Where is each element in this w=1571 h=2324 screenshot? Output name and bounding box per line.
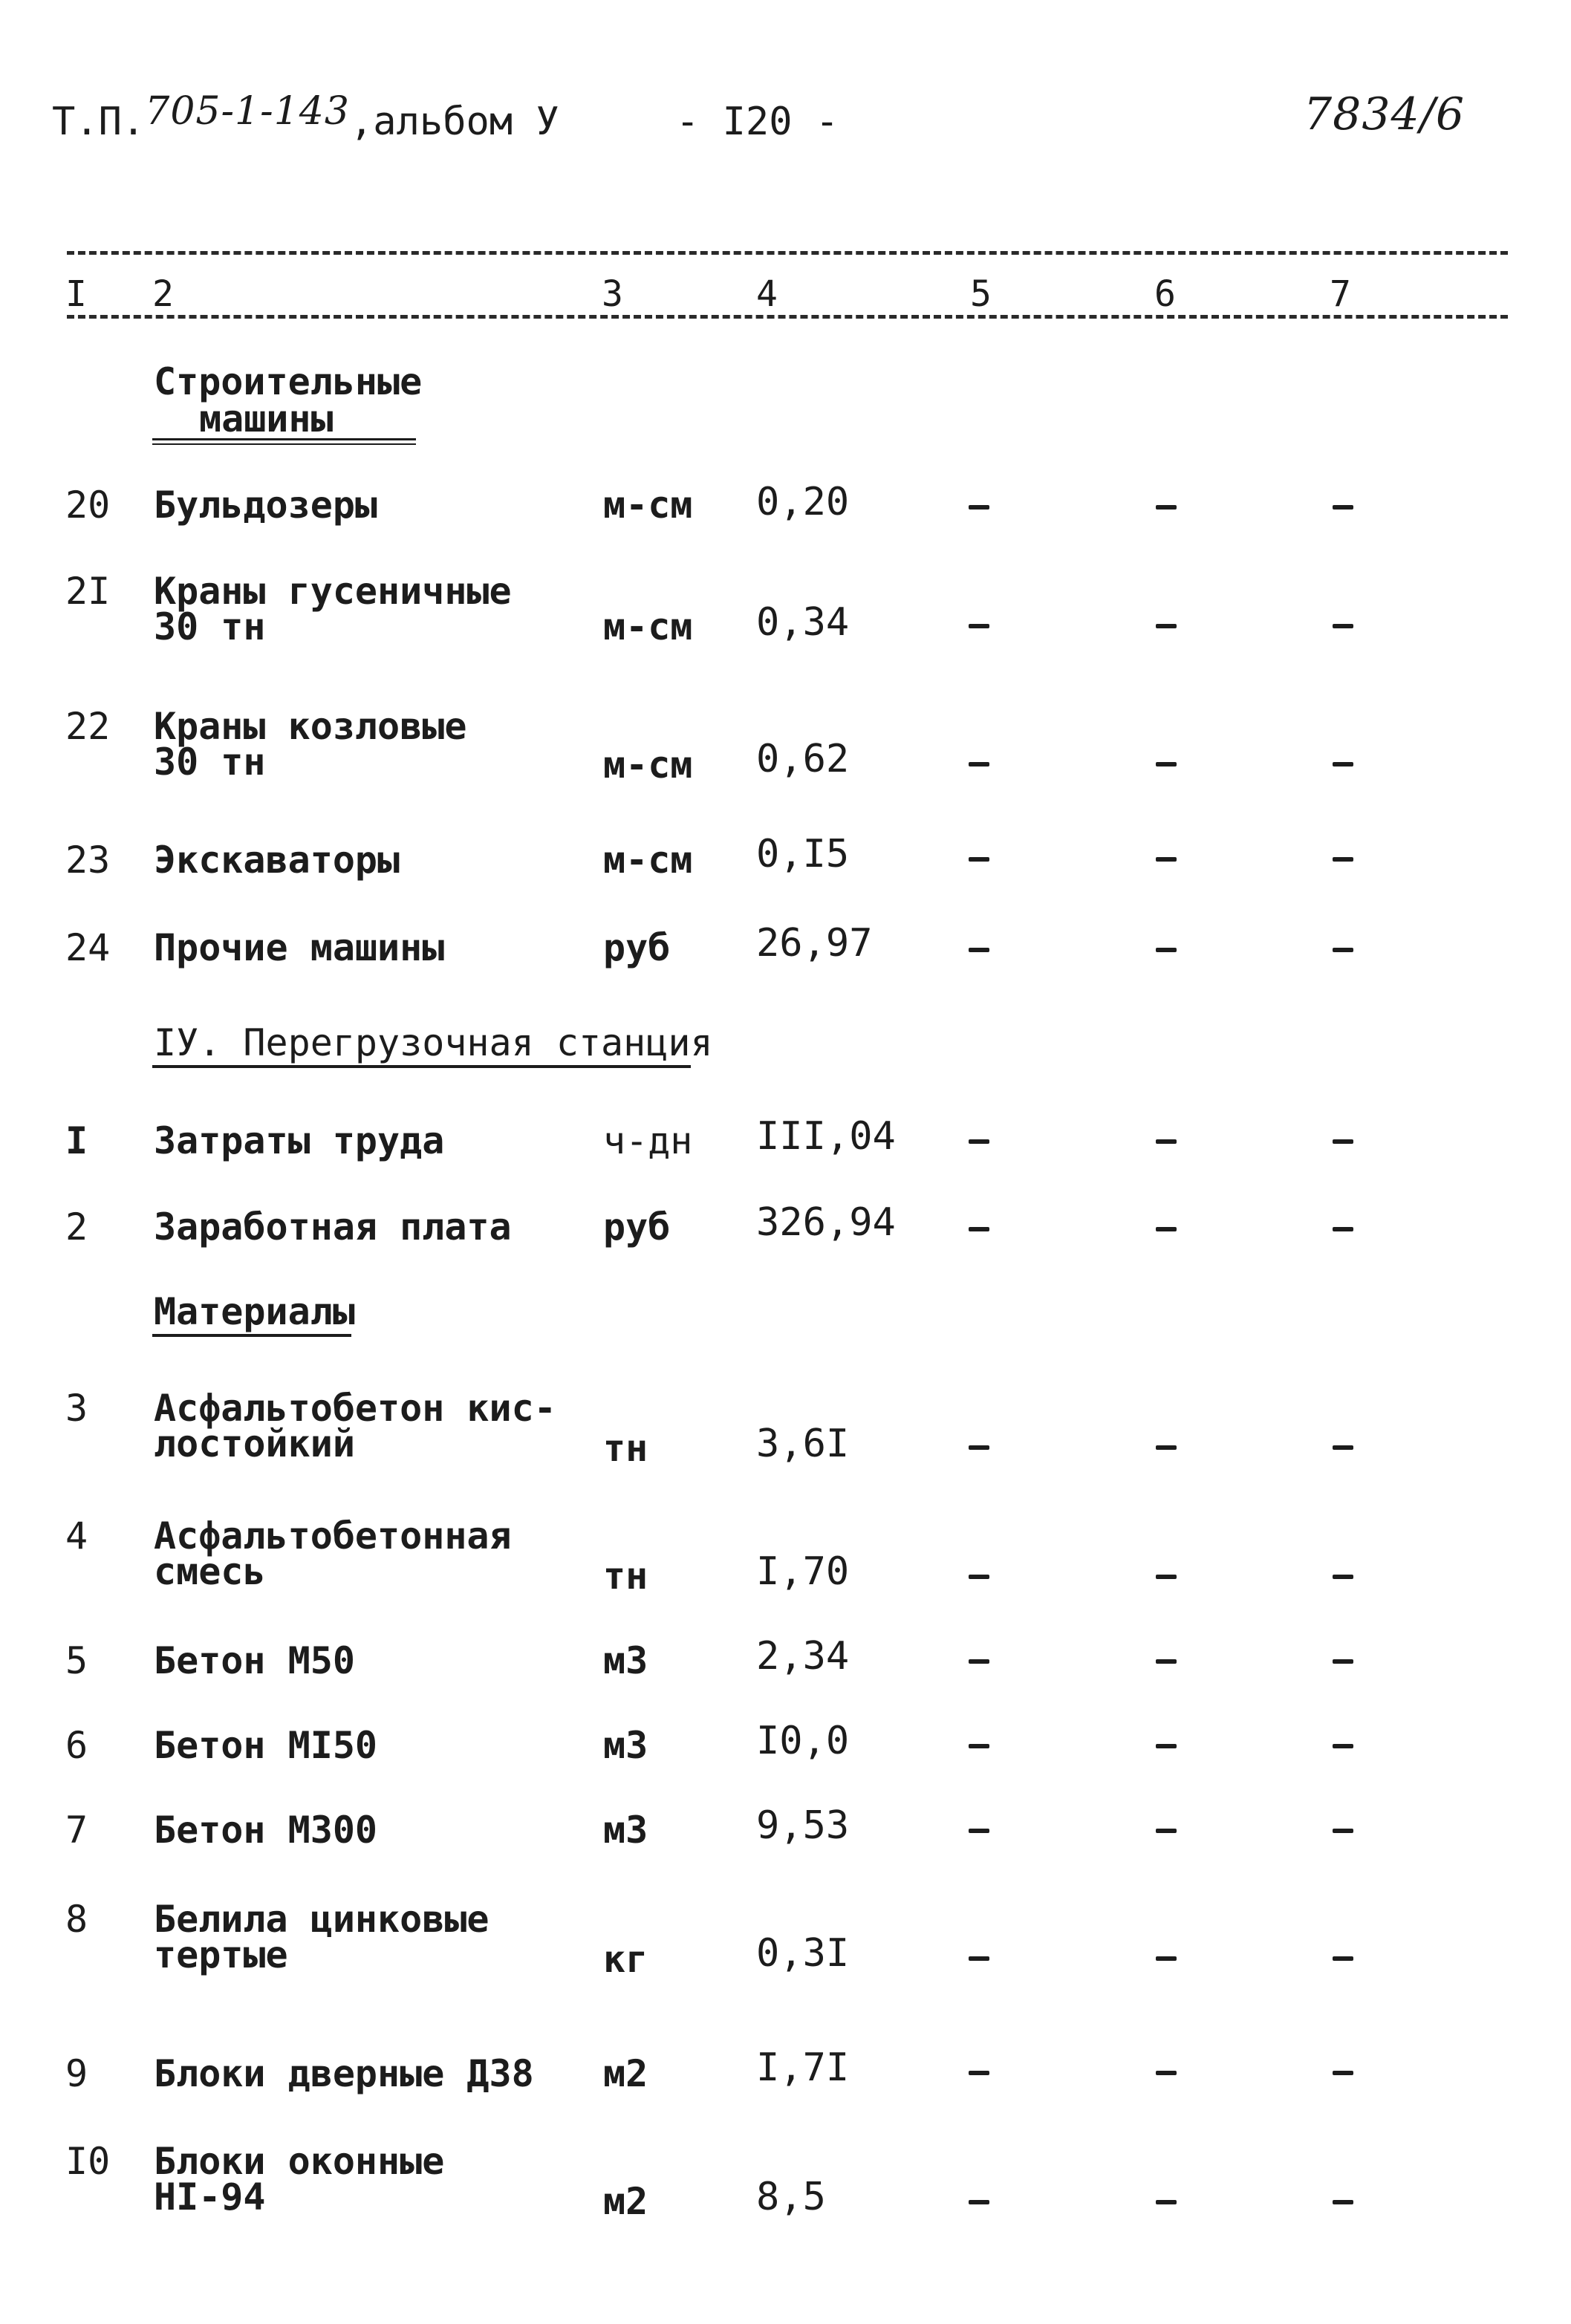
row-col5-dash: [969, 1659, 989, 1664]
row-name: Бульдозеры: [154, 484, 378, 527]
row-col6-dash: [1156, 1139, 1177, 1144]
row-col7-dash: [1333, 2071, 1353, 2075]
row-col6-dash: [1156, 1227, 1177, 1231]
row-col6-dash: [1156, 948, 1177, 952]
row-number: 4: [65, 1514, 88, 1558]
row-unit: м-см: [603, 839, 693, 882]
row-col6-dash: [1156, 1829, 1177, 1833]
section-title-materials: Материалы: [154, 1290, 355, 1333]
row-col7-dash: [1333, 1139, 1353, 1144]
row-number: 9: [65, 2052, 88, 2095]
row-unit: м-см: [603, 743, 693, 787]
row-col7-dash: [1333, 1829, 1353, 1833]
row-value: 26,97: [756, 921, 873, 966]
row-col7-dash: [1333, 1744, 1353, 1748]
row-number: I0: [65, 2140, 111, 2183]
row-col5-dash: [969, 762, 989, 766]
row-unit: м2: [603, 2052, 648, 2095]
row-number: 6: [65, 1724, 88, 1767]
row-value: 8,5: [756, 2175, 826, 2219]
row-col6-dash: [1156, 762, 1177, 766]
row-name: Заработная плата: [154, 1205, 512, 1249]
row-col7-dash: [1333, 1575, 1353, 1579]
row-name: Блоки оконные: [154, 2140, 445, 2183]
row-unit: м-см: [603, 605, 693, 648]
row-name: Экскаваторы: [154, 839, 400, 882]
tp-number: 705-1-143: [145, 89, 350, 134]
row-value: 0,3I: [756, 1931, 850, 1976]
row-unit: м3: [603, 1724, 648, 1767]
row-name-line2: 30 тн: [154, 741, 266, 784]
row-col5-dash: [969, 1139, 989, 1144]
row-value: I,7I: [756, 2045, 850, 2090]
row-value: I0,0: [756, 1719, 850, 1763]
column-header-3: 3: [602, 273, 623, 315]
row-col5-dash: [969, 505, 989, 510]
row-col7-dash: [1333, 948, 1353, 952]
row-value: III,04: [756, 1114, 896, 1159]
row-value: 0,62: [756, 737, 850, 781]
section-title-machines-line1: Строительные: [154, 360, 423, 403]
row-col5-dash: [969, 1956, 989, 1961]
row-unit: ч-дн: [603, 1119, 693, 1162]
row-unit: тн: [603, 1427, 648, 1470]
row-number: 2: [65, 1205, 88, 1249]
row-number: I: [65, 1119, 88, 1162]
row-name-line2: НI-94: [154, 2175, 266, 2219]
row-col6-dash: [1156, 1956, 1177, 1961]
row-number: 22: [65, 705, 111, 748]
row-value: 9,53: [756, 1803, 850, 1848]
row-col7-dash: [1333, 1445, 1353, 1450]
row-col6-dash: [1156, 1575, 1177, 1579]
row-name: Затраты труда: [154, 1119, 445, 1162]
row-col6-dash: [1156, 1744, 1177, 1748]
row-number: 23: [65, 839, 111, 882]
row-name: Асфальтобетон кис-: [154, 1387, 556, 1430]
row-col6-dash: [1156, 857, 1177, 862]
row-name: Прочие машины: [154, 926, 445, 969]
row-unit: м3: [603, 1639, 648, 1682]
row-name: Белила цинковые: [154, 1898, 489, 1941]
row-number: 5: [65, 1639, 88, 1682]
row-name: Бетон М300: [154, 1809, 378, 1852]
page-number: - I20 -: [676, 100, 839, 144]
row-unit: м-см: [603, 484, 693, 527]
row-col6-dash: [1156, 2071, 1177, 2075]
row-number: 3: [65, 1387, 88, 1430]
row-col7-dash: [1333, 624, 1353, 628]
column-header-7: 7: [1330, 273, 1351, 315]
section-title-machines-line2: машины: [199, 397, 334, 440]
row-col7-dash: [1333, 2200, 1353, 2204]
row-col7-dash: [1333, 857, 1353, 862]
row-name: Краны гусеничные: [154, 570, 512, 613]
row-name: Асфальтобетонная: [154, 1514, 512, 1558]
row-value: 326,94: [756, 1200, 896, 1245]
row-name-line2: лостойкий: [154, 1422, 355, 1465]
row-col6-dash: [1156, 505, 1177, 510]
album-label: ,альбом У: [349, 100, 559, 144]
row-name: Блоки дверные Д38: [154, 2052, 534, 2095]
row-col6-dash: [1156, 1445, 1177, 1450]
row-col5-dash: [969, 857, 989, 862]
row-name: Краны козловые: [154, 705, 467, 748]
column-header-2: 2: [152, 273, 174, 315]
row-col5-dash: [969, 2071, 989, 2075]
row-name: Бетон М50: [154, 1639, 355, 1682]
sheet-code: 7834/6: [1304, 88, 1466, 140]
row-number: 24: [65, 926, 111, 969]
row-value: 0,I5: [756, 832, 850, 876]
row-value: 3,6I: [756, 1422, 850, 1466]
row-unit: руб: [603, 926, 671, 969]
row-value: I,70: [756, 1549, 850, 1594]
row-col5-dash: [969, 1445, 989, 1450]
column-header-1: I: [65, 273, 87, 315]
table-top-rule: [67, 251, 1508, 255]
row-col5-dash: [969, 1227, 989, 1231]
column-header-6: 6: [1154, 273, 1176, 315]
row-col5-dash: [969, 624, 989, 628]
project-reference: [52, 89, 559, 144]
section-underline-station: [152, 1065, 691, 1068]
row-col6-dash: [1156, 2200, 1177, 2204]
row-name-line2: 30 тн: [154, 605, 266, 648]
section-underline-materials: [152, 1334, 351, 1337]
row-col5-dash: [969, 1829, 989, 1833]
column-header-5: 5: [970, 273, 992, 315]
row-col5-dash: [969, 2200, 989, 2204]
table-header-rule: [67, 315, 1508, 319]
row-unit: м3: [603, 1809, 648, 1852]
row-unit: тн: [603, 1555, 648, 1598]
tp-prefix: Т.П.: [52, 100, 146, 144]
row-col5-dash: [969, 1575, 989, 1579]
row-col5-dash: [969, 948, 989, 952]
row-col7-dash: [1333, 762, 1353, 766]
row-number: 8: [65, 1898, 88, 1941]
row-col7-dash: [1333, 1659, 1353, 1664]
row-col7-dash: [1333, 1956, 1353, 1961]
row-number: 7: [65, 1809, 88, 1852]
row-name-line2: смесь: [154, 1550, 266, 1593]
row-col6-dash: [1156, 1659, 1177, 1664]
row-name-line2: тертые: [154, 1933, 288, 1976]
row-col7-dash: [1333, 1227, 1353, 1231]
row-number: 20: [65, 484, 111, 527]
section-title-station: IУ. Перегрузочная станция: [154, 1021, 713, 1064]
row-number: 2I: [65, 570, 111, 613]
row-col7-dash: [1333, 505, 1353, 510]
row-name: Бетон МI50: [154, 1724, 378, 1767]
row-unit: руб: [603, 1205, 671, 1249]
row-col6-dash: [1156, 624, 1177, 628]
row-col5-dash: [969, 1744, 989, 1748]
row-value: 2,34: [756, 1634, 850, 1679]
row-value: 0,34: [756, 600, 850, 645]
row-unit: кг: [603, 1938, 648, 1981]
column-header-4: 4: [756, 273, 778, 315]
section-underline-machines: [152, 438, 416, 445]
row-value: 0,20: [756, 480, 850, 524]
row-unit: м2: [603, 2180, 648, 2223]
